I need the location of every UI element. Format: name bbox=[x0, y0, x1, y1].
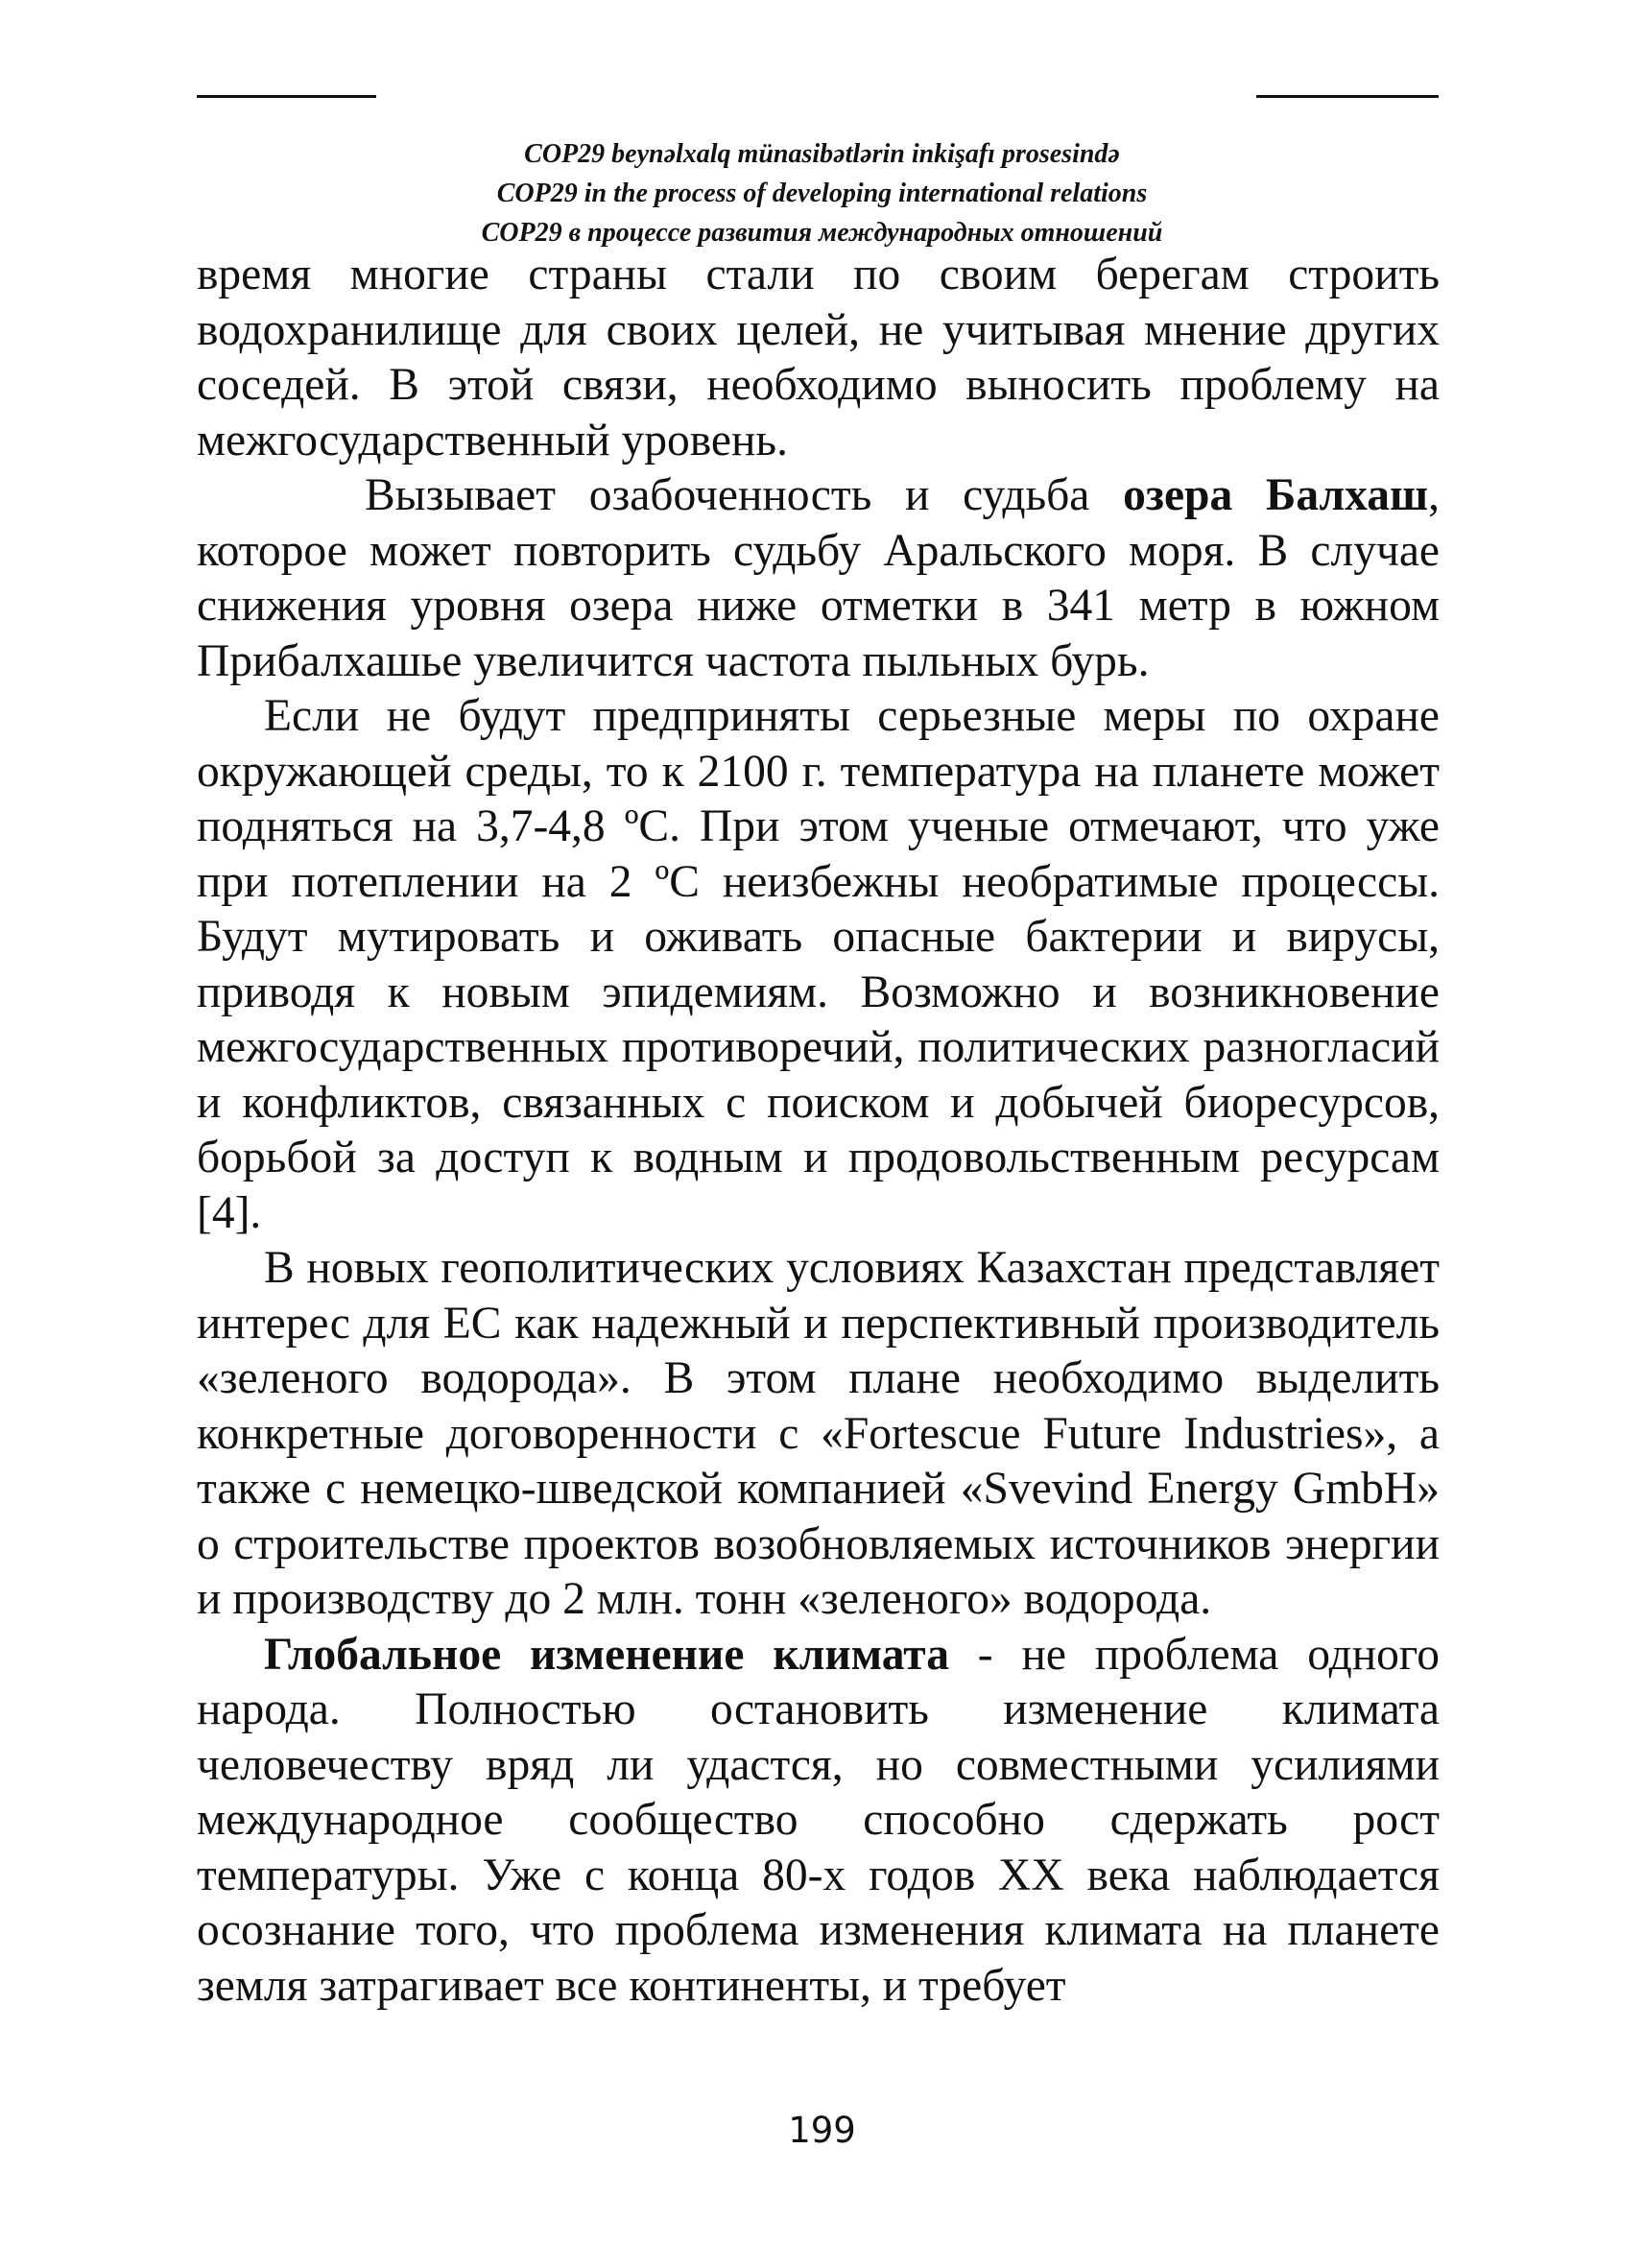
paragraph-4-text: В новых геополитических условиях Казахстан представляет интерес для ЕС как надежный и перспективный производитель «зеленого водорода». В этом плане необходимо выделить конкретные договоренности с «Fortescue Future Industries», а также с немецко-шведской компанией «Svevind Energy GmbH» о строительстве проектов возобновляемых источников энергии и производству до 2 млн. тонн «зеленого» водорода. bbox=[197, 1243, 1440, 1624]
paragraph-5-bold: Глобальное изменение климата bbox=[264, 1629, 949, 1680]
paragraph-4 bbox=[197, 1241, 1440, 1628]
header-title-ru: COP29 в процессе развития международных отношений bbox=[481, 218, 1163, 248]
header-title-en: COP29 in the process of developing international relations bbox=[496, 179, 1148, 208]
header-line-az bbox=[0, 134, 1644, 174]
page-number: 199 bbox=[788, 2110, 856, 2151]
header-line-en bbox=[0, 174, 1644, 213]
paragraph-5-rest: - не проблема одного народа. Полностью остановить изменение климата человечеству вряд ли удастся, но совместными усилиями международное сообщество способно сдержать рост температуры. Уже с конца 80-х годов XX века наблюдается осознание того, что проблема изменения климата на планете земля затрагивает все континенты, и требует bbox=[197, 1629, 1440, 2011]
paragraph-2-lead: Вызывает озабоченность и судьба bbox=[365, 470, 1124, 520]
paragraph-2 bbox=[197, 468, 1440, 689]
paragraph-3 bbox=[197, 689, 1440, 1241]
running-header bbox=[0, 134, 1644, 252]
paragraph-2-rest: , которое может повторить судьбу Аральского моря. В случае снижения уровня озера ниже отметки в 341 метр в южном Прибалхашье увеличится частота пыльных бурь. bbox=[197, 470, 1440, 686]
paragraph-2-bold: озера Балхаш bbox=[1123, 470, 1429, 520]
header-rule-right bbox=[1256, 95, 1439, 98]
header-rule-left bbox=[197, 95, 376, 98]
paragraph-1 bbox=[197, 248, 1440, 468]
header-line-ru bbox=[0, 213, 1644, 252]
paragraph-5 bbox=[197, 1628, 1440, 2015]
paragraph-1-text: время многие страны стали по своим берегам строить водохранилище для своих целей, не учитывая мнение других соседей. В этой связи, необходимо выносить проблему на межгосударственный уровень. bbox=[197, 250, 1440, 466]
page-body bbox=[197, 248, 1440, 2014]
paragraph-3-text: Если не будут предприняты серьезные меры по охране окружающей среды, то к 2100 г. температура на планете может подняться на 3,7-4,8 ºС. При этом ученые отмечают, что уже при потеплении на 2 ºС неизбежны необратимые процессы. Будут мутировать и оживать опасные бактерии и вирусы, приводя к новым эпидемиям. Возможно и возникновение межгосударственных противоречий, политических разногласий и конфликтов, связанных с поиском и добычей биоресурсов, борьбой за доступ к водным и продовольственным ресурсам [4]. bbox=[197, 691, 1440, 1238]
header-title-az: COP29 beynəlxalq münasibətlərin inkişafı prosesində bbox=[524, 139, 1120, 169]
